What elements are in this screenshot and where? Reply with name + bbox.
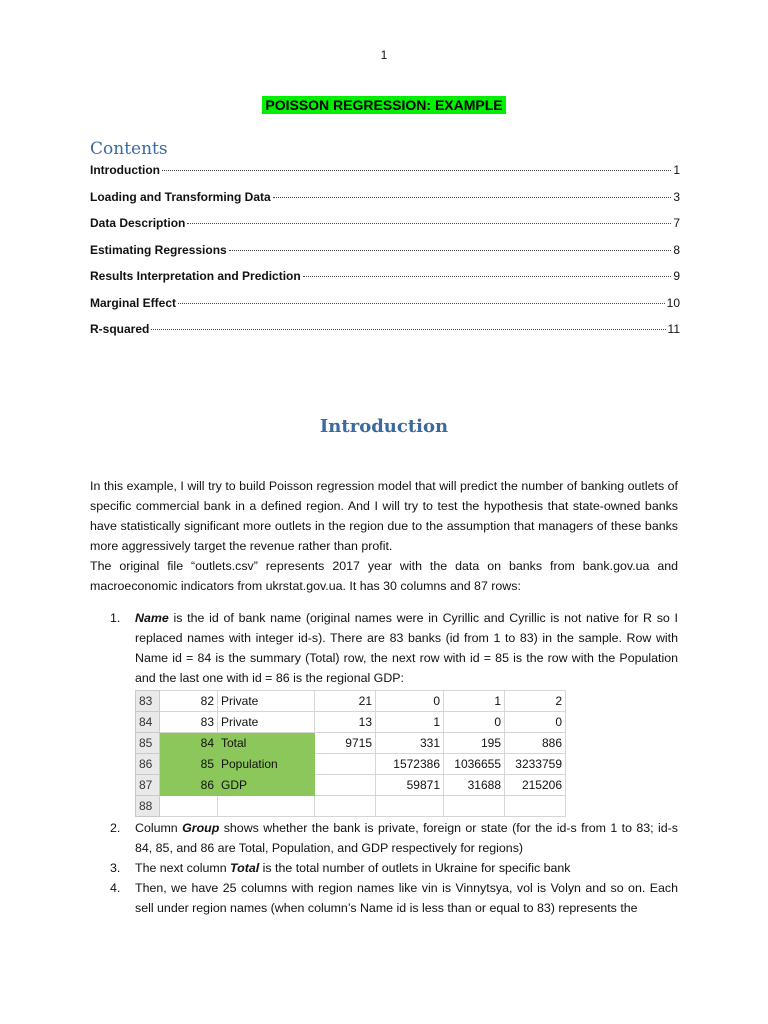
intro-paragraph: The original file “outlets.csv” represents 2017 year with the data on banks from bank.gov.ua and macroeconomic indicators from ukrstat.gov.ua. It has 30 columns and 87 rows: [90,559,678,593]
cell: 1 [444,691,505,712]
cell: 31688 [444,775,505,796]
cell: 195 [444,733,505,754]
cell: 1036655 [444,754,505,775]
cell: 0 [505,712,566,733]
cell [505,796,566,817]
cell: 59871 [376,775,444,796]
spreadsheet-excerpt [135,690,566,817]
table-row [136,775,566,796]
list-item-text: Column Group shows whether the bank is private, foreign or state (for the id-s from 1 to 83; id-s 84, 85, and 86 are Total, Population, and GDP respectively for regions) [135,821,679,855]
list-item-text: Name is the id of bank name (original names were in Cyrillic and Cyrillic is not native for R so I replaced names with integer id-s). There are 83 banks (id from 1 to 83) in the sample. Row with Name id = 84 is the summary (Total) row, the next row with id = 85 is the row with the Population and the last one with id = 86 is the regional GDP: [135,611,678,685]
list-item-text: The next column Total is the total number of outlets in Ukraine for specific bank [135,861,571,875]
cell [376,796,444,817]
toc-leader-dots [273,197,672,198]
toc-entry-label: Marginal Effect [90,295,177,310]
toc-entry-r-squared[interactable] [90,322,680,349]
cell: GDP [218,775,315,796]
table-row [136,691,566,712]
cell: 84 [160,733,218,754]
toc-leader-dots [229,250,672,251]
cell: Private [218,691,315,712]
row-header: 83 [136,691,160,712]
toc-entry-page: 7 [673,216,680,230]
cell: 21 [315,691,376,712]
cell: 86 [160,775,218,796]
cell: Private [218,712,315,733]
list-marker: 4. [110,881,121,895]
row-header: 88 [136,796,160,817]
cell [444,796,505,817]
intro-paragraph: In this example, I will try to build Poisson regression model that will predict the number of banking outlets of specific commercial bank in a defined region. And I will try to test the hypothesis that state-owned banks have statistically significant more outlets in the region due to the assumption that managers of these banks more aggressively target the revenue rather than profit. [90,479,678,553]
document-title: POISSON REGRESSION: EXAMPLE [262,96,505,114]
cell [218,796,315,817]
cell: 85 [160,754,218,775]
table-row [136,712,566,733]
cell: 1 [376,712,444,733]
table-row [136,733,566,754]
cell: 2 [505,691,566,712]
cell: 9715 [315,733,376,754]
column-description-list [90,608,678,918]
list-term: Name [135,611,169,625]
toc-entry-label: R-squared [90,322,150,336]
list-term: Total [230,861,260,875]
list-marker: 1. [110,611,121,625]
list-item [90,818,678,858]
row-header: 86 [136,754,160,775]
cell [160,796,218,817]
toc-entry-data-description[interactable] [90,216,680,243]
toc-entry-page: 1 [673,163,680,177]
cell: 1572386 [376,754,444,775]
table-row [136,796,566,817]
introduction-body [90,476,678,596]
cell: Population [218,754,315,775]
cell [315,796,376,817]
cell: 0 [376,691,444,712]
toc-entry-page: 11 [667,322,680,336]
toc-entry-estimating[interactable] [90,243,680,270]
table-of-contents [90,163,680,349]
list-item [90,878,678,918]
page-number: 1 [380,48,388,62]
list-term: Group [182,821,220,835]
list-marker: 2. [110,821,121,835]
row-header: 87 [136,775,160,796]
cell: 82 [160,691,218,712]
cell: 331 [376,733,444,754]
toc-entry-label: Results Interpretation and Prediction [90,269,301,283]
toc-entry-label: Loading and Transforming Data [90,189,271,204]
toc-leader-dots [178,303,665,304]
toc-entry-page: 3 [673,189,680,204]
introduction-heading: Introduction [319,416,449,437]
table-row [136,754,566,775]
toc-leader-dots [187,223,671,224]
cell: Total [218,733,315,754]
toc-entry-marginal-effect[interactable] [90,296,680,323]
toc-leader-dots [162,170,671,171]
toc-entry-page: 8 [673,242,680,257]
toc-entry-results[interactable] [90,269,680,296]
cell: 83 [160,712,218,733]
list-item [90,608,678,688]
toc-entry-page: 9 [673,269,680,283]
cell [315,775,376,796]
toc-entry-page: 10 [666,295,680,310]
cell: 886 [505,733,566,754]
row-header: 84 [136,712,160,733]
toc-leader-dots [151,329,665,330]
toc-entry-label: Introduction [90,163,160,177]
list-item-text: Then, we have 25 columns with region names like vin is Vinnytsya, vol is Volyn and so on. Each sell under region names (when column’s Name id is less than or equal to 83) represents the [135,881,678,915]
toc-entry-introduction[interactable] [90,163,680,190]
cell: 215206 [505,775,566,796]
toc-entry-label: Estimating Regressions [90,242,227,257]
cell: 3233759 [505,754,566,775]
row-header: 85 [136,733,160,754]
list-item [90,858,678,878]
cell: 0 [444,712,505,733]
toc-entry-label: Data Description [90,216,186,230]
list-marker: 3. [110,861,121,875]
contents-heading: Contents [90,139,168,159]
toc-leader-dots [303,276,672,277]
cell: 13 [315,712,376,733]
cell [315,754,376,775]
toc-entry-loading[interactable] [90,190,680,217]
title-block [0,96,768,115]
